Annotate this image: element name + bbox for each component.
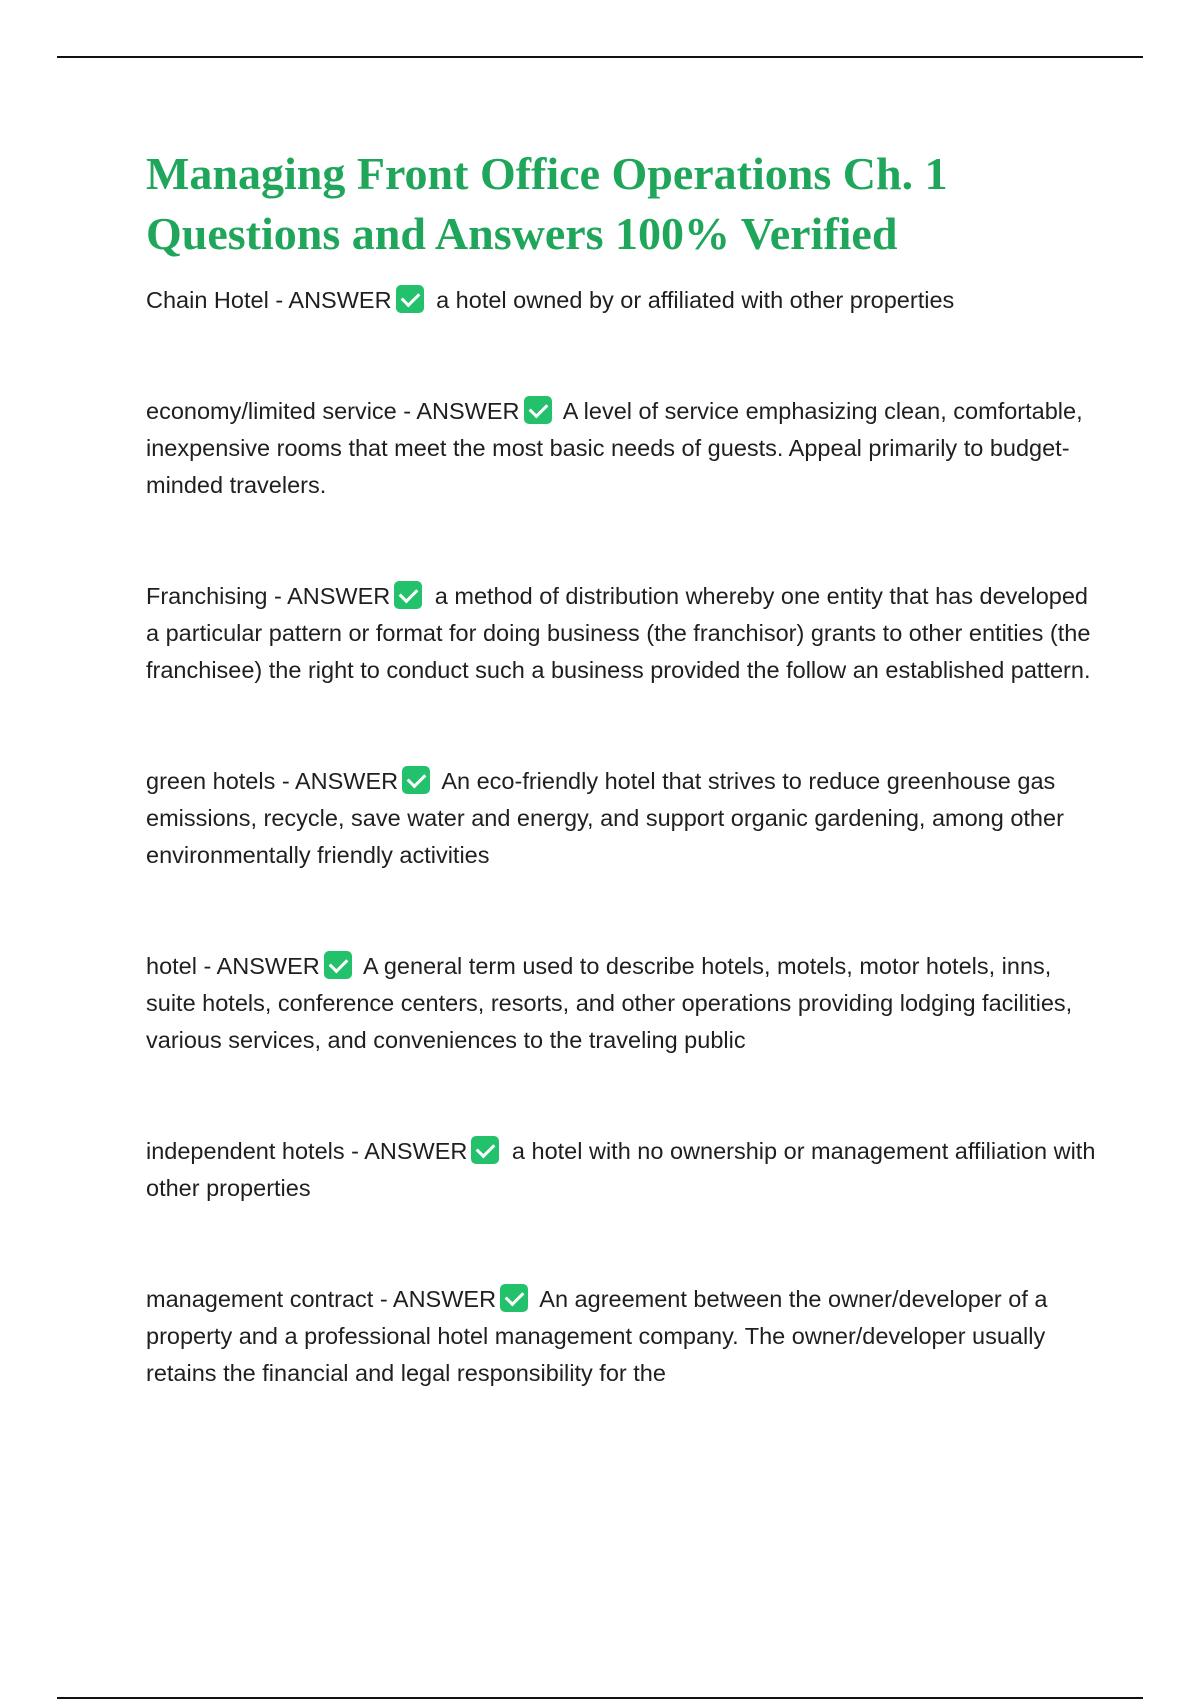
page-content [146, 144, 1096, 1392]
bottom-rule [57, 1697, 1143, 1699]
qa-term: Chain Hotel [146, 287, 269, 313]
qa-item: Franchising - ANSWER a method of distribution whereby one entity that has developed a particular pattern or format for doing business (the franchisor) grants to other entities (the franchisee) the right to conduct such a business provided the follow an established pattern. [146, 583, 1091, 683]
checkmark-icon [402, 766, 430, 794]
checkmark-icon [524, 396, 552, 424]
checkmark-icon [471, 1136, 499, 1164]
qa-term: green hotels [146, 768, 276, 794]
qa-definition: a method of distribution whereby one entity that has developed a particular pattern or format for doing business (the franchisor) grants to other entities (the franchisee) the right to conduct such a business provided the follow an established pattern. [146, 583, 1091, 683]
answer-label: ANSWER [416, 398, 520, 424]
document-title: Managing Front Office Operations Ch. 1 Questions and Answers 100% Verified [146, 148, 948, 259]
qa-term: management contract [146, 1286, 374, 1312]
checkmark-icon [394, 581, 422, 609]
qa-item: green hotels - ANSWER An eco-friendly hotel that strives to reduce greenhouse gas emissions, recycle, save water and energy, and support organic gardening, among other environmentally friendly activities [146, 768, 1064, 868]
answer-label: ANSWER [288, 287, 392, 313]
checkmark-icon [324, 951, 352, 979]
qa-definition: a hotel owned by or affiliated with other properties [436, 287, 955, 313]
qa-item: independent hotels - ANSWER a hotel with no ownership or management affiliation with other properties [146, 1138, 1096, 1201]
answer-label: ANSWER [294, 768, 399, 794]
qa-term: hotel [146, 953, 197, 979]
qa-item: hotel - ANSWER A general term used to describe hotels, motels, motor hotels, inns, suite hotels, conference centers, resorts, and other operations providing lodging facilities, various services, and conveniences to the traveling public [146, 953, 1073, 1053]
checkmark-icon [500, 1284, 528, 1312]
answer-label: ANSWER [392, 1286, 497, 1312]
qa-term: economy/limited service [146, 398, 397, 424]
answer-label: ANSWER [287, 583, 391, 609]
checkmark-icon [396, 285, 424, 313]
top-rule [57, 56, 1143, 58]
qa-item: economy/limited service - ANSWER A level of service emphasizing clean, comfortable, inexpensive rooms that meet the most basic needs of guests. Appeal primarily to budget-minded travelers. [146, 398, 1083, 498]
qa-definition: a hotel with no ownership or management affiliation with other properties [146, 1138, 1096, 1201]
qa-definition: A general term used to describe hotels, motels, motor hotels, inns, suite hotels, conference centers, resorts, and other operations providing lodging facilities, various services, and conveniences to the traveling public [146, 953, 1073, 1053]
qa-definition: An agreement between the owner/developer of a property and a professional hotel management company. The owner/developer usually retains the financial and legal responsibility for the [146, 1286, 1048, 1386]
qa-item: management contract - ANSWER An agreement between the owner/developer of a property and a professional hotel management company. The owner/developer usually retains the financial and legal responsibility for the [146, 1286, 1048, 1386]
answer-label: ANSWER [216, 953, 320, 979]
qa-term: Franchising [146, 583, 268, 609]
qa-term: independent hotels [146, 1138, 345, 1164]
answer-label: ANSWER [364, 1138, 468, 1164]
qa-definition: A level of service emphasizing clean, comfortable, inexpensive rooms that meet the most basic needs of guests. Appeal primarily to budget-minded travelers. [146, 398, 1083, 498]
qa-definition: An eco-friendly hotel that strives to reduce greenhouse gas emissions, recycle, save water and energy, and support organic gardening, among other environmentally friendly activities [146, 768, 1064, 868]
qa-item: Chain Hotel - ANSWER a hotel owned by or affiliated with other properties [146, 287, 955, 313]
